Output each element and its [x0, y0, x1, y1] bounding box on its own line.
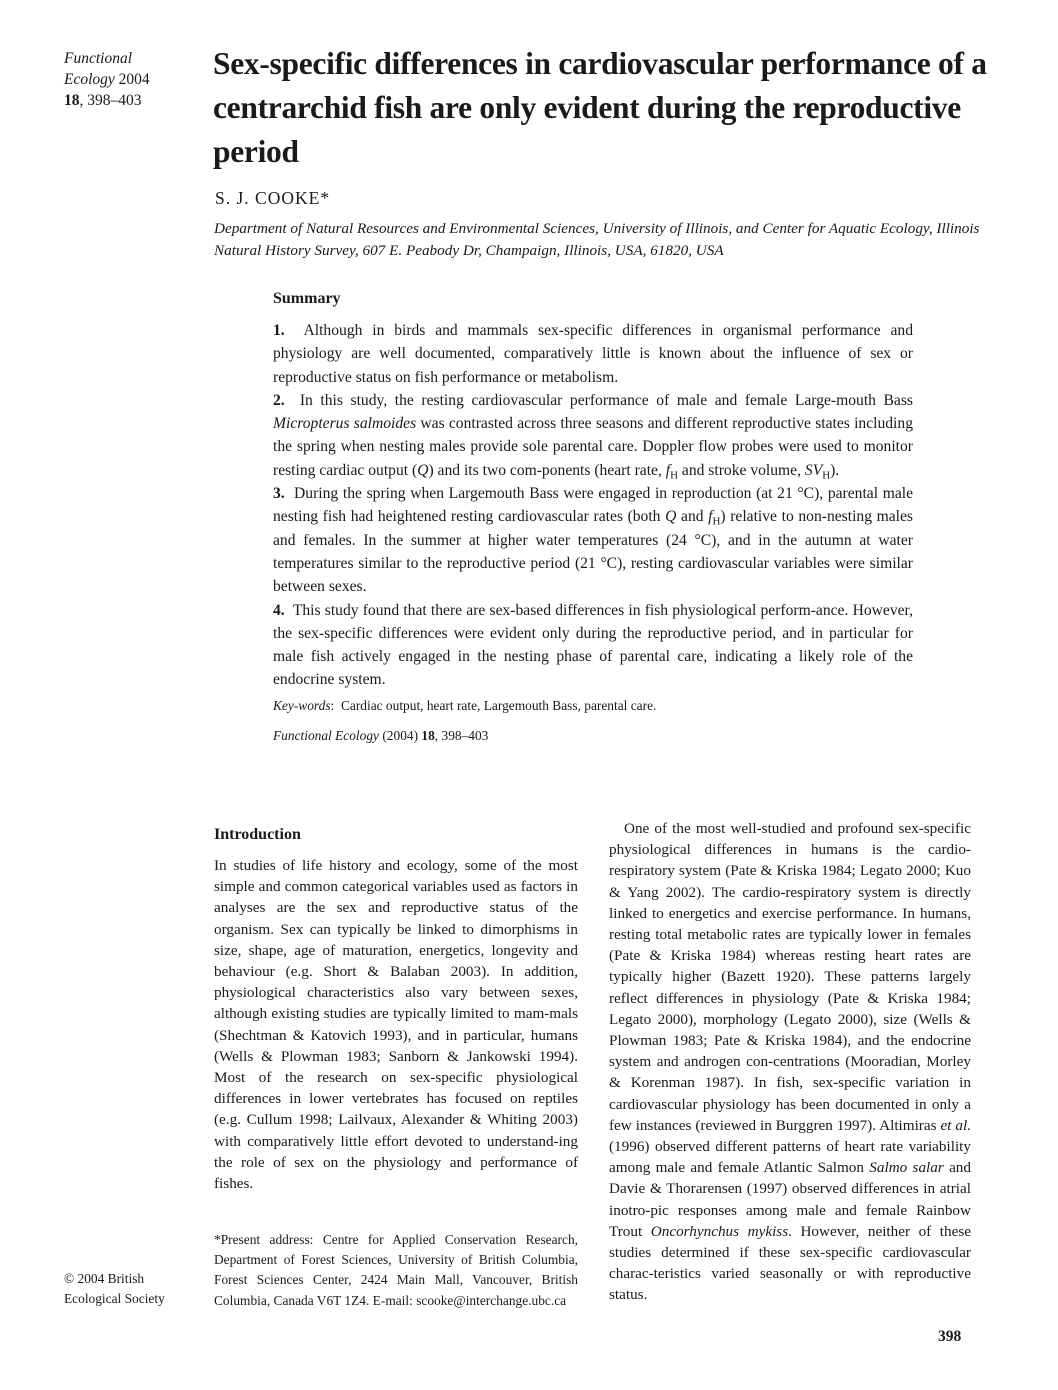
- author-affiliation: Department of Natural Resources and Environmental Sciences, University of Illinois, and Center for Aquatic Ecology, Illinois Natural History Survey, 607 E. Peabody Dr, Champaign, Illinois, USA, 61820, USA: [214, 220, 980, 259]
- journal-name: Functional: [64, 50, 133, 67]
- journal-name-2: Ecology: [64, 71, 115, 88]
- summary-point-4: 4. This study found that there are sex-based differences in fish physiological perform-ance. However, the sex-specific differences were evident only during the reproductive period, and in particular for male fish actively engaged in the nesting phase of parental care, indicating a likely role of the endocrine system.: [273, 601, 914, 689]
- summary-heading: Summary: [273, 290, 341, 307]
- paper-title: Sex-specific differences in cardiovascular performance of a centrarchid fish are only evident during the reproductive period: [213, 46, 987, 169]
- copyright-notice: © 2004 British Ecological Society: [64, 1271, 165, 1306]
- introduction-heading: Introduction: [214, 826, 301, 843]
- summary-section: [273, 290, 913, 744]
- journal-pages: 398–403: [87, 92, 142, 109]
- citation-line: Functional Ecology (2004) 18, 398–403: [273, 727, 489, 743]
- journal-volume: 18: [64, 92, 80, 109]
- introduction-paragraph: In studies of life history and ecology, some of the most simple and common categorical variables used as factors in analyses are the sex and reproductive status of the organism. Sex can typically be linked to dimorphisms in size, shape, age of maturation, energetics, longevity and behaviour (e.g. Short & Balaban 2003). In addition, physiological characteristics also vary between sexes, although existing studies are typically limited to mam-mals (Shechtman & Katovich 1993), and in particular, humans (Wells & Plowman 1983; Sanborn & Jankowski 1994). Most of the research on sex-specific physiological differences in lower vertebrates has focused on reptiles (e.g. Cullum 1998; Lailvaux, Alexander & Whiting 2003) with comparatively little effort devoted to understand-ing the role of sex on the physiology and performance of fishes.: [214, 857, 578, 1193]
- right-column-paragraph: One of the most well-studied and profound sex-specific physiological differences in humans is the cardio-respiratory system (Pate & Kriska 1984; Legato 2000; Kuo & Yang 2002). The cardio-respiratory system is directly linked to energetics and exercise performance. In humans, resting total metabolic rates are typically lower in females (Pate & Kriska 1984) whereas resting heart rates are typically higher (Bazett 1920). These patterns largely reflect differences in physiology (Pate & Kriska 1984; Legato 2000), morphology (Legato 2000), size (Wells & Plowman 1983; Pate & Kriska 1984), and the endocrine system and androgen con-centrations (Mooradian, Morley & Korenman 1987). In fish, sex-specific variation in cardiovascular physiology has been documented in only a few instances (reviewed in Burggren 1997). Altimiras et al. (1996) observed different patterns of heart rate variability among male and female Atlantic Salmon Salmo salar and Davie & Thorarensen (1997) observed differences in atrial inotro-pic responses among male and female Rainbow Trout Oncorhynchus mykiss. However, neither of these studies determined if these sex-specific cardiovascular charac-teristics varied seasonally or with reproductive status.: [609, 820, 971, 1304]
- journal-year: 2004: [118, 71, 150, 88]
- summary-point-2: 2. In this study, the resting cardiovascular performance of male and female Large-mouth Bass Micropterus salmoides was contrasted across three seasons and different reproductive states including the spring when nesting males provide sole parental care. Doppler flow probes were used to monitor resting cardiac output (Q) and its two com-ponents (heart rate, $f_H$ and stroke volume, $SV_H$).: [273, 391, 913, 482]
- page-number: 398: [938, 1328, 962, 1345]
- author-name: S. J. COOKE*: [215, 188, 331, 208]
- journal-info: Functional Ecology 2004 18, 398–403: [64, 50, 150, 109]
- right-column: [609, 818, 971, 1306]
- summary-point-3: 3. During the spring when Largemouth Bass were engaged in reproduction (at 21 °C), parental male nesting fish had heightened resting cardiovascular rates (both Q and $f_H$) relative to non-nesting males and females. In the summer at higher water temperatures (24 °C), and in the autumn at water temperatures similar to the reproductive period (21 °C), resting cardiovascular variables were similar between sexes.: [273, 485, 914, 596]
- address-footnote: *Present address: Centre for Applied Conservation Research, Department of Forest Sciences, University of British Columbia, Forest Sciences Center, 2424 Main Mall, Vancouver, British Columbia, Canada V6T 1Z4. E-mail: scooke@interchange.ubc.ca: [214, 1232, 578, 1308]
- summary-point-1: 1. Although in birds and mammals sex-specific differences in organismal performance and physiology are well documented, comparatively little is known about the influence of sex or reproductive status on fish performance or metabolism.: [273, 322, 913, 386]
- introduction-section: [214, 826, 578, 1194]
- keywords: Key-words: Cardiac output, heart rate, Largemouth Bass, parental care.: [273, 697, 657, 713]
